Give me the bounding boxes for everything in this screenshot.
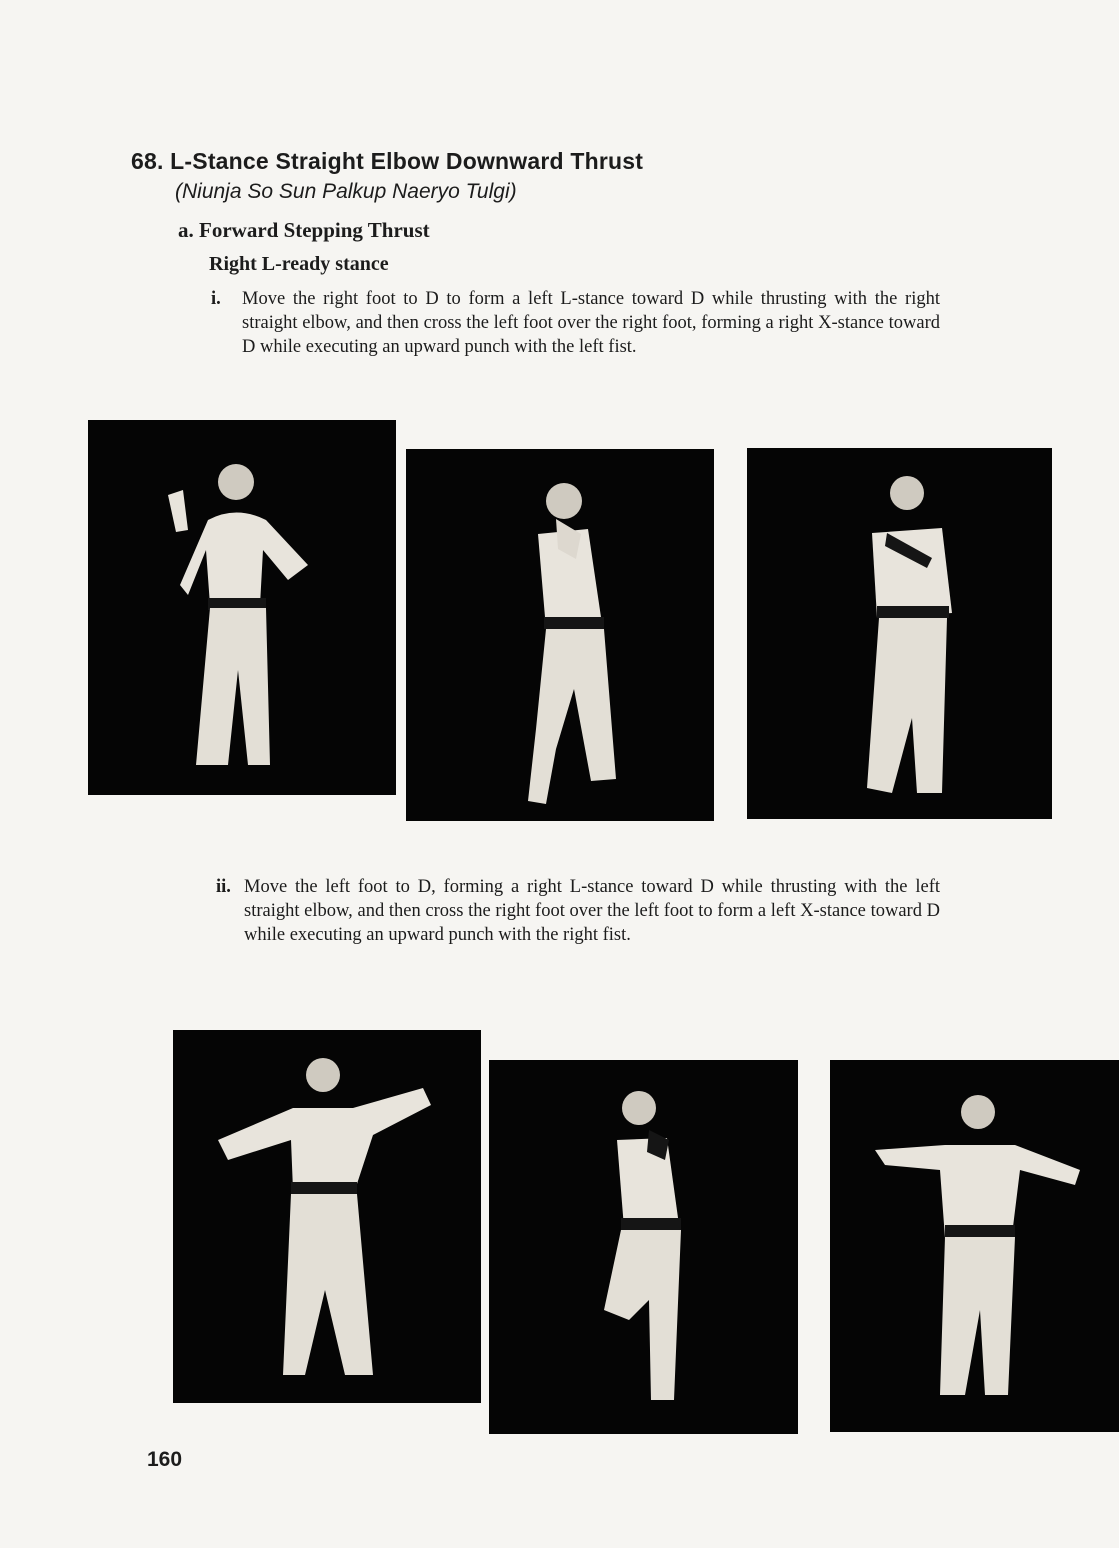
section-subtitle: (Niunja So Sun Palkup Naeryo Tulgi) — [175, 180, 517, 203]
page-number: 160 — [147, 1448, 183, 1471]
photo-step-i-1 — [88, 420, 396, 795]
photo-step-ii-2 — [489, 1060, 798, 1434]
martial-artist-figure — [830, 1060, 1119, 1432]
martial-artist-figure — [88, 420, 396, 795]
step-marker: i. — [211, 289, 221, 309]
photo-step-ii-3 — [830, 1060, 1119, 1432]
photo-step-ii-1 — [173, 1030, 481, 1403]
step-i-paragraph — [211, 287, 940, 359]
section-title: 68. L-Stance Straight Elbow Downward Thrust — [131, 148, 644, 174]
martial-artist-figure — [747, 448, 1052, 819]
martial-artist-figure — [406, 449, 714, 821]
martial-artist-figure — [489, 1060, 798, 1434]
martial-artist-figure — [173, 1030, 481, 1403]
step-marker: ii. — [216, 877, 231, 897]
photo-step-i-2 — [406, 449, 714, 821]
step-text: Move the right foot to D to form a left L-stance toward D while thrusting with the right straight elbow, and then cross the left foot over the right foot, forming a right X-stance toward D while executing an upward punch with the left fist. — [242, 289, 940, 357]
photo-step-i-3 — [747, 448, 1052, 819]
subsection-heading: a. Forward Stepping Thrust — [178, 218, 430, 242]
ready-stance-label: Right L-ready stance — [209, 253, 389, 275]
step-ii-paragraph — [216, 875, 940, 947]
step-text: Move the left foot to D, forming a right L-stance toward D while thrusting with the left straight elbow, and then cross the right foot over the left foot to form a left X-stance toward D while executing an upward punch with the right fist. — [244, 877, 940, 945]
